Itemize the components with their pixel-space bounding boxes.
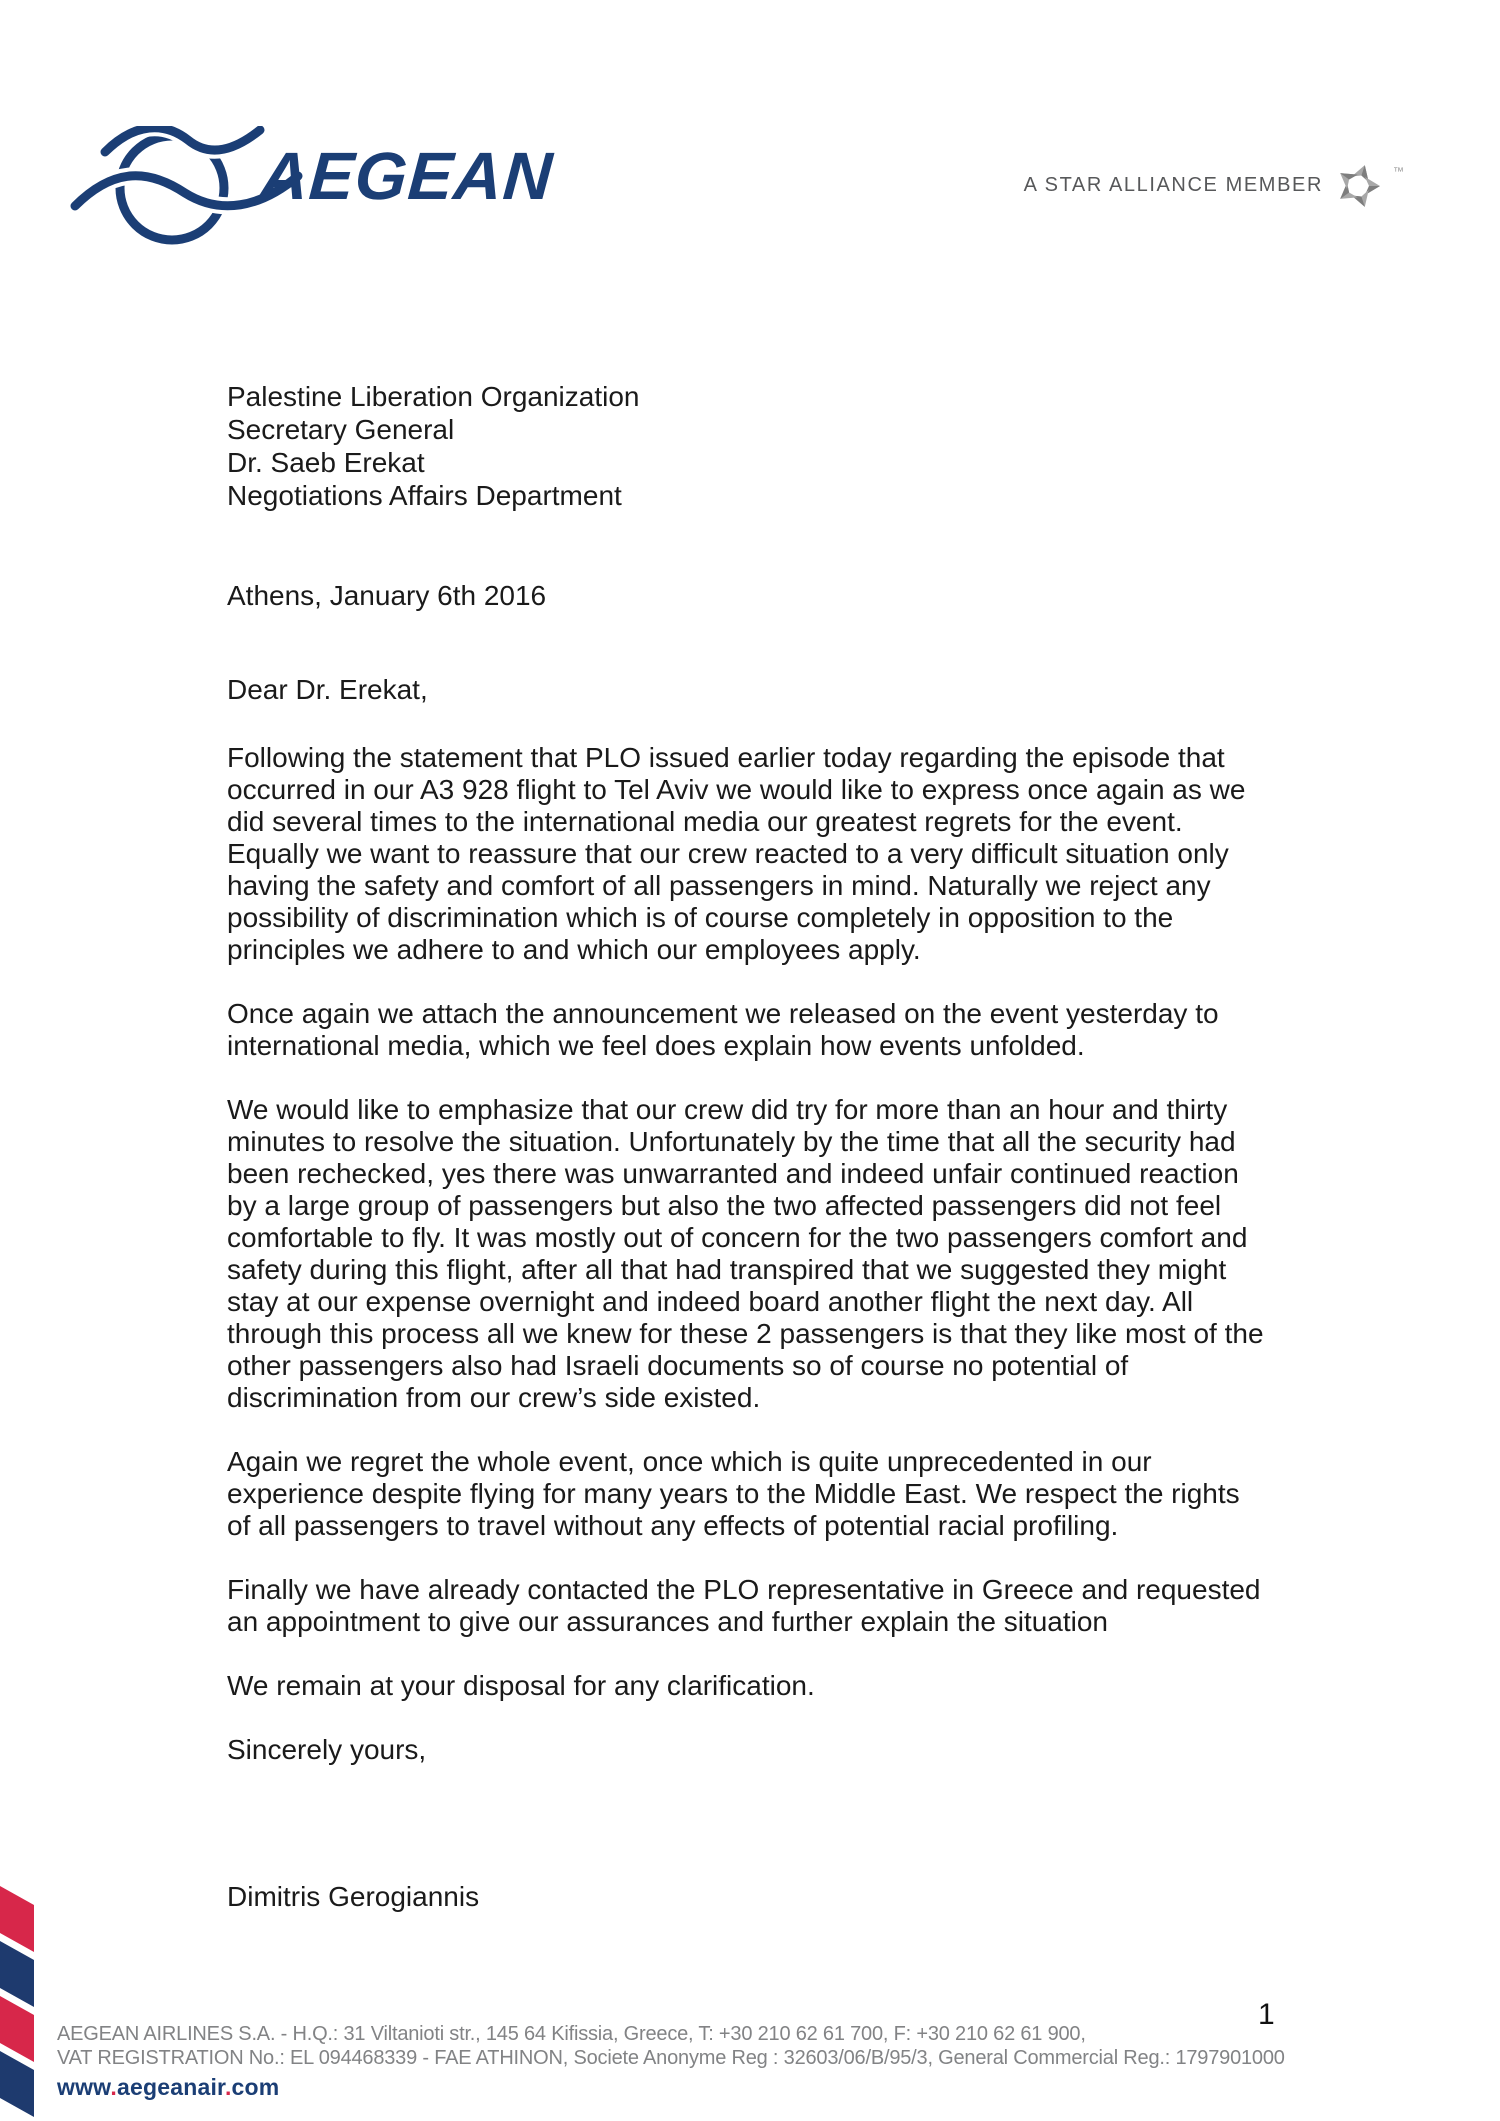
recipient-block (227, 380, 639, 512)
recipient-line: Secretary General (227, 414, 455, 445)
website-dot: . (110, 2074, 118, 2100)
signature-name: Dimitris Gerogiannis (227, 1881, 480, 1912)
website-dot: . (224, 2074, 232, 2100)
footer (57, 2022, 1285, 2101)
website-part: aegeanair (117, 2074, 225, 2100)
footer-address-line: AEGEAN AIRLINES S.A. - H.Q.: 31 Viltanioti str., 145 64 Kifissia, Greece, T: +30 210 62 61 700, F: +30 210 62 61 900, (57, 2023, 1086, 2045)
dateline: Athens, January 6th 2016 (227, 580, 547, 611)
body-paragraph: We would like to emphasize that our crew did try for more than an hour and thirty minutes to resolve the situation. Unfortunately by the time that all the security had been rechecked, yes there was unwarranted and indeed unfair continued reaction by a large group of passengers but also the two affected passengers did not feel comfortable to fly. It was mostly out of concern for the two passengers comfort and safety during this flight, after all that had transpired that we suggested they might stay at our expense overnight and indeed board another flight the next day. All through this process all we knew for these 2 passengers is that they like most of the other passengers also had Israeli documents so of course no potential of discrimination from our crew’s side existed. (227, 1094, 1264, 1413)
letter-body (227, 742, 1269, 1798)
footer-website (57, 2074, 1285, 2101)
star-alliance-star-icon (1333, 160, 1383, 210)
aegean-logo (60, 88, 620, 253)
website-part: www (57, 2074, 111, 2100)
footer-registration-line: VAT REGISTRATION No.: EL 094468339 - FAE ATHINON, Societe Anonyme Reg : 32603/06/B/95/3, General Commercial Reg.: 1797901000 (57, 2047, 1285, 2069)
body-paragraph: Once again we attach the announcement we released on the event yesterday to international media, which we feel does explain how events unfolded. (227, 998, 1219, 1061)
closing-line: Sincerely yours, (227, 1734, 427, 1765)
star-alliance-label: A STAR ALLIANCE MEMBER (1023, 173, 1323, 196)
body-paragraph: Finally we have already contacted the PLO representative in Greece and requested an appointment to give our assurances and further explain the situation (227, 1574, 1261, 1637)
website-part: com (231, 2074, 280, 2100)
aegean-wordmark: AEGEAN (257, 139, 556, 214)
body-paragraph: Again we regret the whole event, once which is quite unprecedented in our experience despite flying for many years to the Middle East. We respect the rights of all passengers to travel without any effects of potential racial profiling. (227, 1446, 1240, 1541)
recipient-line: Negotiations Affairs Department (227, 480, 622, 511)
body-paragraph: We remain at your disposal for any clarification. (227, 1670, 815, 1701)
trademark-symbol: ™ (1393, 166, 1404, 178)
page-number: 1 (1258, 1998, 1275, 2031)
body-paragraph: Following the statement that PLO issued earlier today regarding the episode that occurred in our A3 928 flight to Tel Aviv we would like to express once again as we did several times to the international media our greatest regrets for the event. Equally we want to reassure that our crew reacted to a very difficult situation only having the safety and comfort of all passengers in mind. Naturally we reject any possibility of discrimination which is of course completely in opposition to the principles we adhere to and which our employees apply. (227, 742, 1246, 965)
salutation: Dear Dr. Erekat, (227, 674, 428, 705)
recipient-line: Palestine Liberation Organization (227, 381, 640, 412)
recipient-line: Dr. Saeb Erekat (227, 447, 425, 478)
brand-stripes-icon (0, 1886, 34, 2121)
star-alliance-mark (1024, 160, 1404, 210)
